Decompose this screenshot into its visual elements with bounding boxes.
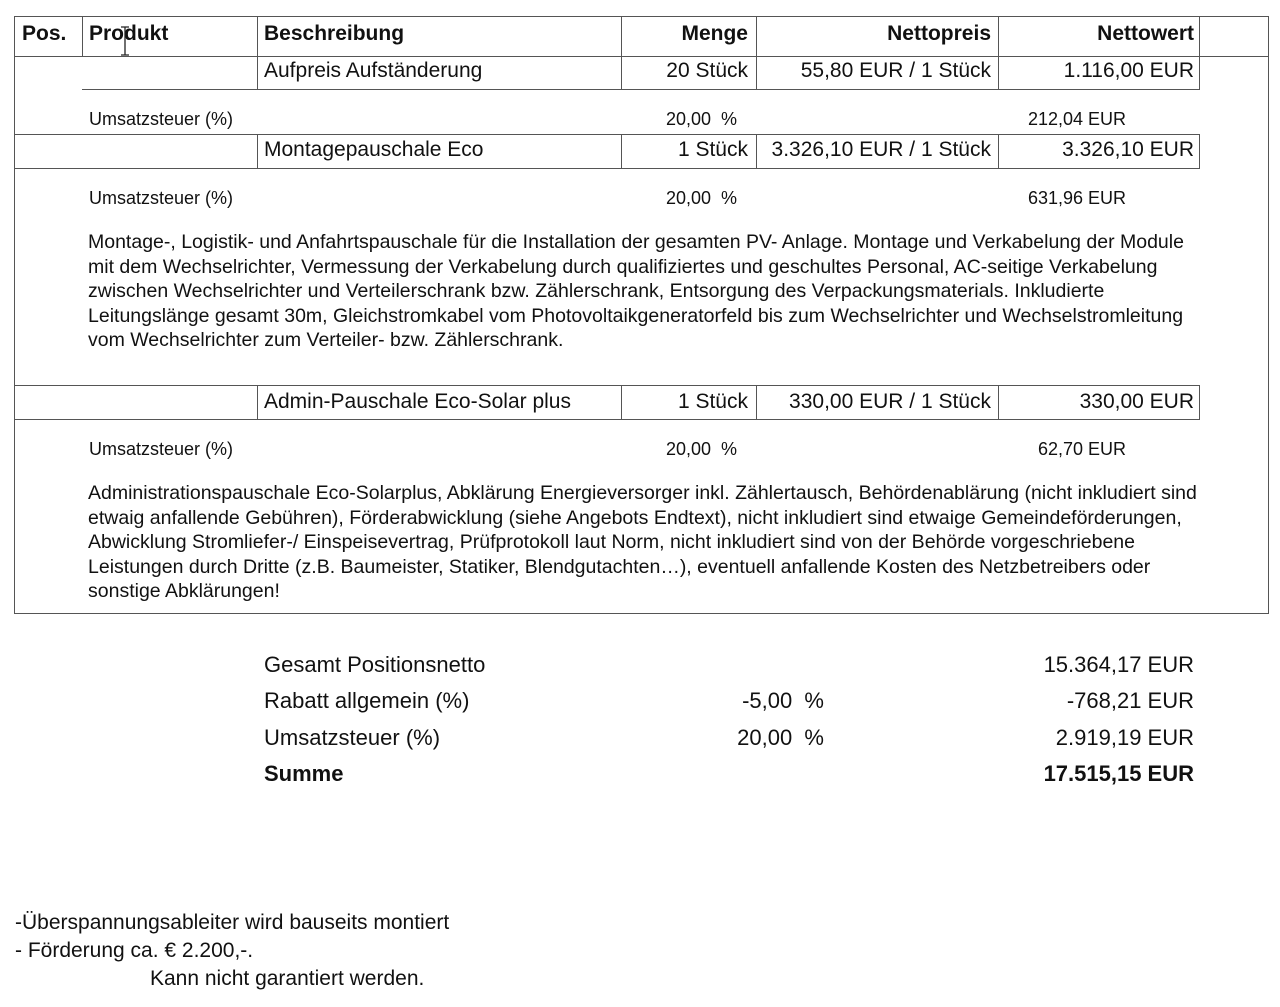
rabatt-label: Rabatt allgemein (%) bbox=[264, 688, 470, 713]
item-details: Montage-, Logistik- und Anfahrtspauschale für die Installation der gesamten PV- Anlage. Montage und Verkabelung der Module mit dem Wechselrichter, Vermessung der Verkabelung durch qualifiziertes und geschultes Personal, AC-seitige Verkabelung zwischen Wechselrichter und Verteilerschrank bzw. Zählerschrank, Entsorgung des Verpackungsmaterials. Inkludierte Leitungslänge gesamt 30m, Gleichstromkabel vom Photovoltaikgeneratorfeld bis zum Wechselrichter und Wechselstromleitung vom Wechselrichter zum Verteiler- bzw. Zählerschrank. bbox=[88, 231, 1184, 351]
tax-label: Umsatzsteuer (%) bbox=[89, 439, 234, 459]
summe-label: Summe bbox=[264, 761, 344, 786]
summe-value: 17.515,15 EUR bbox=[1043, 761, 1194, 786]
item-beschreibung: Montagepauschale Eco bbox=[264, 138, 484, 161]
note-line-2: - Förderung ca. € 2.200,-. bbox=[15, 939, 254, 962]
item-nettopreis: 330,00 EUR / 1 Stück bbox=[789, 390, 991, 413]
header-produkt: Produkt bbox=[89, 22, 169, 45]
ust-label: Umsatzsteuer (%) bbox=[264, 725, 441, 750]
tax-value: 62,70 EUR bbox=[1038, 439, 1127, 459]
item-nettopreis: 3.326,10 EUR / 1 Stück bbox=[771, 138, 991, 161]
tax-value: 212,04 EUR bbox=[1028, 109, 1127, 129]
item-nettowert: 1.116,00 EUR bbox=[1063, 59, 1194, 82]
tax-rate: 20,00 % bbox=[666, 439, 738, 459]
header-beschreibung: Beschreibung bbox=[264, 22, 405, 45]
text-cursor-icon bbox=[120, 26, 130, 56]
rabatt-rate: -5,00 % bbox=[742, 688, 824, 713]
note-line-1: -Überspannungsableiter wird bauseits montiert bbox=[15, 911, 450, 934]
tax-label: Umsatzsteuer (%) bbox=[89, 188, 234, 208]
item-beschreibung: Admin-Pauschale Eco-Solar plus bbox=[264, 390, 571, 413]
ust-value: 2.919,19 EUR bbox=[1055, 725, 1194, 750]
item-menge: 1 Stück bbox=[677, 390, 748, 413]
rabatt-value: -768,21 EUR bbox=[1066, 688, 1194, 713]
item-nettopreis: 55,80 EUR / 1 Stück bbox=[800, 59, 991, 82]
tax-rate: 20,00 % bbox=[666, 188, 738, 208]
item-details: Administrationspauschale Eco-Solarplus, Abklärung Energieversorger inkl. Zählertausch, Behördenablärung (nicht inkludiert sind etwaig anfallende Gebühren), Förderabwicklung (siehe Angebots Endtext), nicht inkludiert sind etwaige Gemeindeförderungen, Abwicklung Stromliefer-/ Einspeisevertrag, Prüfprotokoll laut Norm, nicht inkludiert sind von der Behörde vorgeschriebene Leistungen durch Dritte (z.B. Baumeister, Statiker, Blendgutachten…), eventuell anfallende Kosten des Netzbetreibers oder sonstige Abklärungen! bbox=[88, 482, 1197, 602]
note-line-3: Kann nicht garantiert werden. bbox=[150, 967, 425, 990]
tax-value: 631,96 EUR bbox=[1028, 188, 1127, 208]
tax-rate: 20,00 % bbox=[666, 109, 738, 129]
item-menge: 1 Stück bbox=[677, 138, 748, 161]
header-pos: Pos. bbox=[22, 22, 67, 45]
item-nettowert: 3.326,10 EUR bbox=[1062, 138, 1194, 161]
tax-label: Umsatzsteuer (%) bbox=[89, 109, 234, 129]
item-nettowert: 330,00 EUR bbox=[1079, 390, 1194, 413]
item-beschreibung: Aufpreis Aufständerung bbox=[264, 59, 483, 82]
header-nettowert: Nettowert bbox=[1097, 22, 1194, 45]
gesamt-label: Gesamt Positionsnetto bbox=[264, 652, 486, 677]
item-menge: 20 Stück bbox=[666, 59, 748, 82]
gesamt-value: 15.364,17 EUR bbox=[1043, 652, 1194, 677]
header-menge: Menge bbox=[681, 22, 748, 45]
header-nettopreis: Nettopreis bbox=[887, 22, 991, 45]
ust-rate: 20,00 % bbox=[737, 725, 824, 750]
